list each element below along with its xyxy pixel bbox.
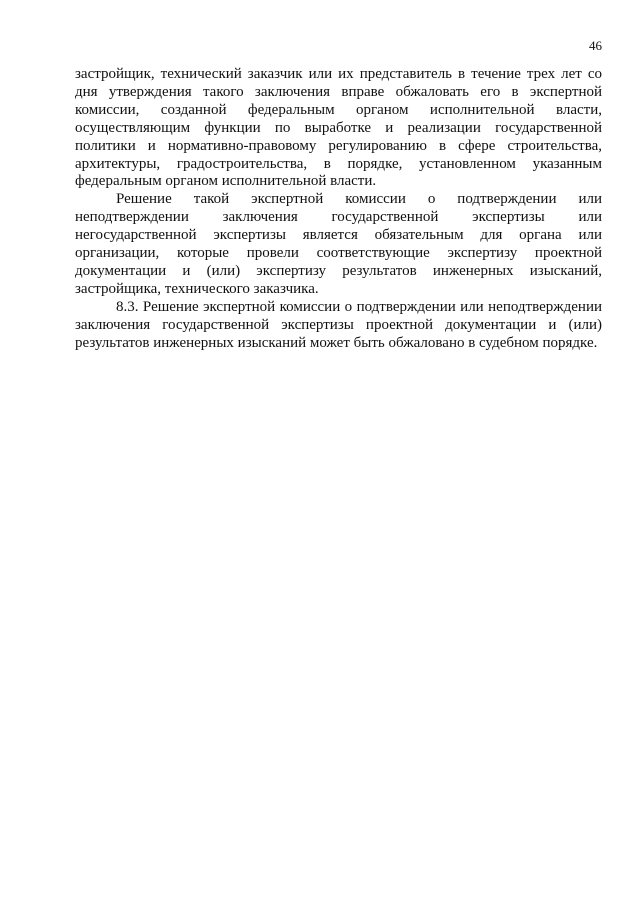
paragraph-8-3-court-appeal: 8.3. Решение экспертной комиссии о подтверждении или неподтверждении заключения государственной экспертизы проектной документации и (или) результатов инженерных изысканий может быть обжаловано в судебном порядке. (75, 298, 602, 351)
paragraph-continuation: застройщик, технический заказчик или их представитель в течение трех лет со дня утверждения такого заключения вправе обжаловать его в экспертной комиссии, созданной федеральным органом исполнительной власти, осуществляющим функции по выработке и реализации государственной политики и нормативно-правовому регулированию в сфере строительства, архитектуры, градостроительства, в порядке, установленном указанным федеральным органом исполнительной власти. (75, 66, 602, 190)
document-body (75, 66, 602, 353)
page-number: 46 (589, 38, 602, 53)
paragraph-commission-decision: Решение такой экспертной комиссии о подтверждении или неподтверждении заключения государственной экспертизы или негосударственной экспертизы является обязательным для органа или организации, которые провели соответствующие экспертизу проектной документации и (или) экспертизу результатов инженерных изысканий, застройщика, технического заказчика. (75, 191, 602, 297)
